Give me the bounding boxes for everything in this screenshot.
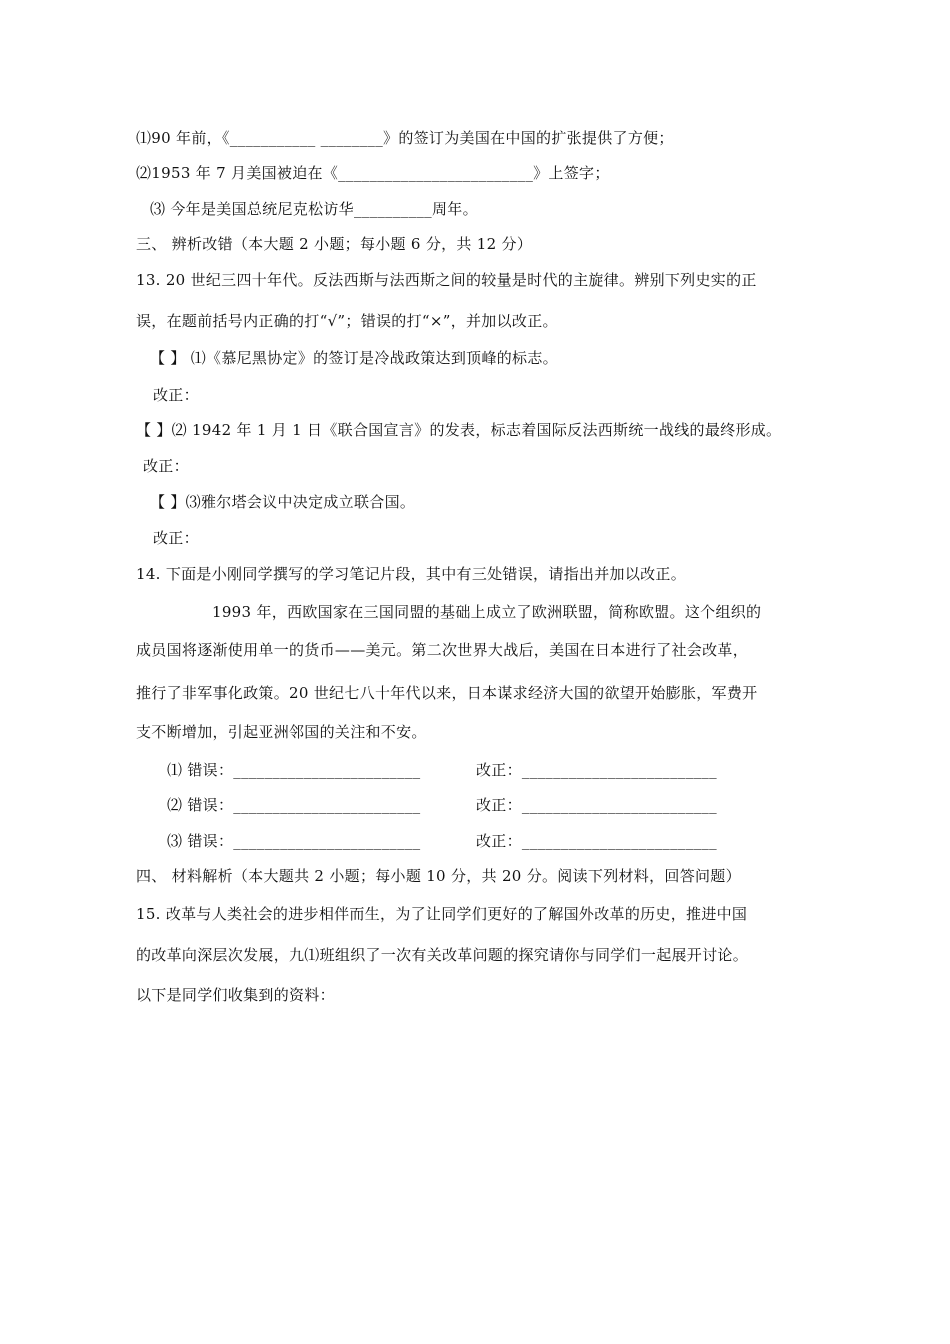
q15-stem-1: 15. 改革与人类社会的进步相伴而生，为了让同学们更好的了解国外改革的历史，推进中国	[136, 905, 748, 923]
q14-error-2: ⑵ 错误：________________________	[167, 796, 421, 814]
q13-stem-2: 误，在题前括号内正确的打“√”；错误的打“×”，并加以改正。	[136, 312, 558, 330]
q14-passage-3: 推行了非军事化政策。20 世纪七八十年代以来，日本谋求经济大国的欲望开始膨胀，军费开	[136, 684, 758, 702]
q15-stem-3: 以下是同学们收集到的资料：	[136, 986, 335, 1004]
section-4-heading: 四、 材料解析（本大题共 2 小题；每小题 10 分，共 20 分。阅读下列材料，回答问题）	[136, 867, 741, 885]
q14-fix-3: 改正：_________________________	[476, 832, 717, 850]
q14-passage-4: 支不断增加，引起亚洲邻国的关注和不安。	[136, 723, 427, 741]
q12-blank-1: ⑴90 年前，《___________ ________》的签订为美国在中国的扩张提供了方便；	[136, 129, 674, 147]
q13-correction-1: 改正：	[153, 386, 199, 404]
q14-fix-2: 改正：_________________________	[476, 796, 717, 814]
q13-correction-3: 改正：	[153, 529, 199, 547]
q14-passage-1: 1993 年，西欧国家在三国同盟的基础上成立了欧洲联盟，简称欧盟。这个组织的	[212, 603, 762, 621]
q12-blank-3: ⑶ 今年是美国总统尼克松访华__________周年。	[150, 200, 478, 218]
q14-fix-1: 改正：_________________________	[476, 761, 717, 779]
q13-correction-2: 改正：	[143, 457, 189, 475]
q13-item-1: 【 】 ⑴《慕尼黑协定》的签订是冷战政策达到顶峰的标志。	[150, 349, 558, 367]
q12-blank-2: ⑵1953 年 7 月美国被迫在《_________________________》上签字；	[136, 164, 610, 182]
q13-item-3: 【 】⑶雅尔塔会议中决定成立联合国。	[150, 493, 416, 511]
section-3-heading: 三、 辨析改错（本大题 2 小题；每小题 6 分，共 12 分）	[136, 235, 533, 253]
q14-error-3: ⑶ 错误：________________________	[167, 832, 421, 850]
q14-stem: 14. 下面是小刚同学撰写的学习笔记片段，其中有三处错误，请指出并加以改正。	[136, 565, 687, 583]
q14-passage-2: 成员国将逐渐使用单一的货币——美元。第二次世界大战后，美国在日本进行了社会改革，	[136, 641, 749, 659]
q14-error-1: ⑴ 错误：________________________	[167, 761, 421, 779]
q13-stem-1: 13. 20 世纪三四十年代。反法西斯与法西斯之间的较量是时代的主旋律。辨别下列史实的正	[136, 271, 757, 289]
q13-item-2: 【 】⑵ 1942 年 1 月 1 日《联合国宣言》的发表，标志着国际反法西斯统一战线的最终形成。	[136, 421, 782, 439]
q15-stem-2: 的改革向深层次发展，九⑴班组织了一次有关改革问题的探究请你与同学们一起展开讨论。	[136, 946, 749, 964]
